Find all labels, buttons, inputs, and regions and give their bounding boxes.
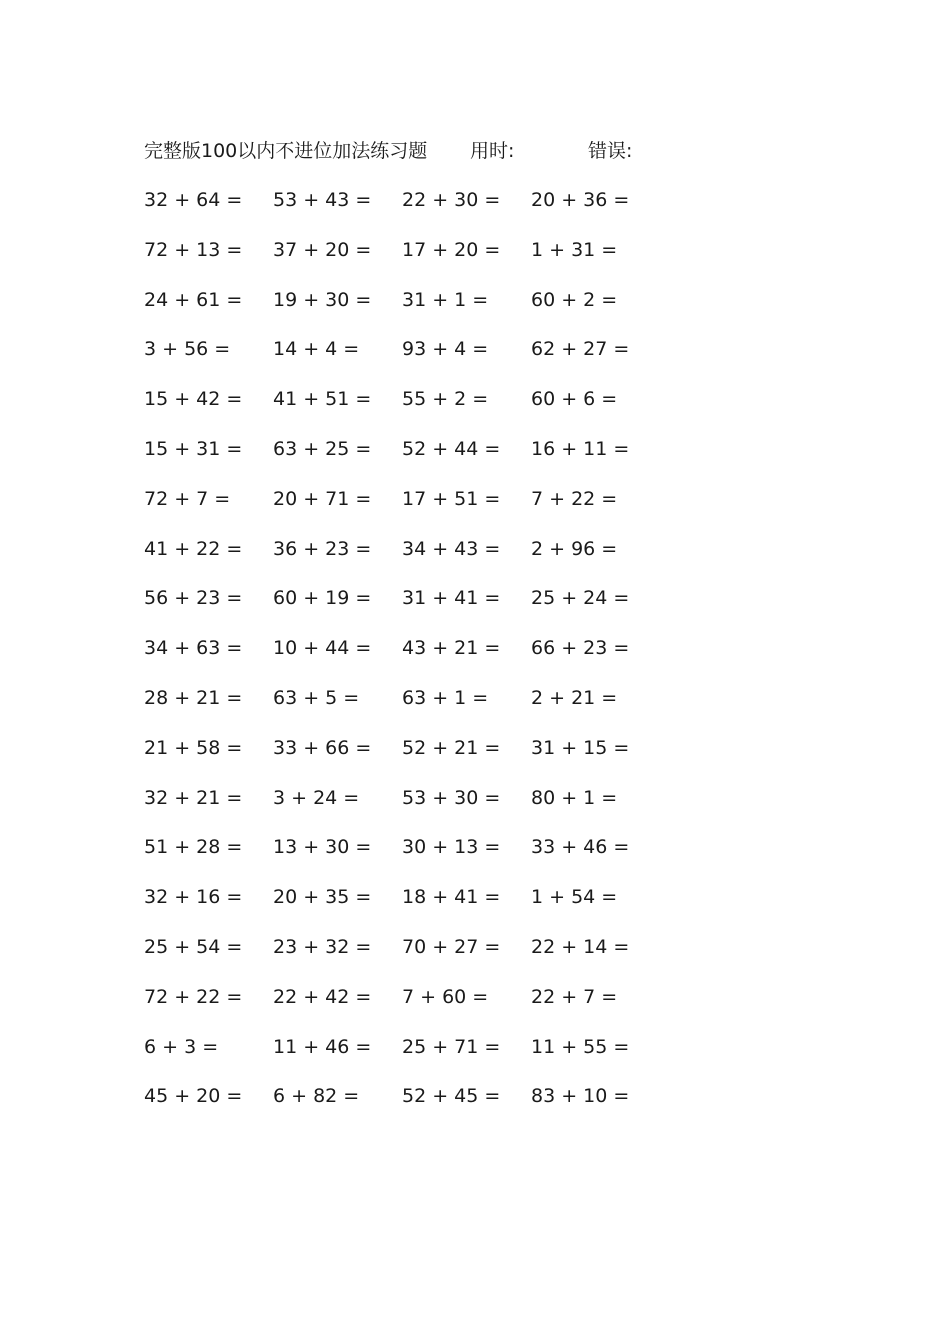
addition-problem: 41 + 22 = bbox=[144, 537, 243, 560]
addition-problem: 30 + 13 = bbox=[402, 836, 501, 859]
addition-problem: 18 + 41 = bbox=[402, 886, 501, 909]
addition-problem: 1 + 54 = bbox=[531, 886, 618, 909]
addition-problem: 72 + 22 = bbox=[144, 985, 243, 1008]
addition-problem: 15 + 31 = bbox=[144, 437, 243, 460]
addition-problem: 19 + 30 = bbox=[273, 288, 372, 311]
addition-problem: 32 + 21 = bbox=[144, 786, 243, 809]
addition-problem: 56 + 23 = bbox=[144, 587, 243, 610]
addition-problem: 60 + 6 = bbox=[531, 388, 618, 411]
addition-problem: 3 + 24 = bbox=[273, 786, 360, 809]
addition-problem: 22 + 14 = bbox=[531, 935, 630, 958]
addition-problem: 2 + 96 = bbox=[531, 537, 618, 560]
addition-problem: 63 + 5 = bbox=[273, 686, 360, 709]
addition-problem: 53 + 43 = bbox=[273, 189, 372, 211]
addition-problem: 31 + 1 = bbox=[402, 288, 489, 311]
addition-problem: 22 + 7 = bbox=[531, 985, 618, 1008]
addition-problem: 55 + 2 = bbox=[402, 388, 489, 411]
addition-problem: 52 + 21 = bbox=[402, 736, 501, 759]
addition-problem: 21 + 58 = bbox=[144, 736, 243, 759]
addition-problem: 60 + 2 = bbox=[531, 288, 618, 311]
addition-problem: 34 + 63 = bbox=[144, 637, 243, 660]
addition-problem: 20 + 71 = bbox=[273, 487, 372, 510]
addition-problem: 63 + 25 = bbox=[273, 437, 372, 460]
addition-problem: 53 + 30 = bbox=[402, 786, 501, 809]
addition-problem: 20 + 36 = bbox=[531, 189, 630, 211]
addition-problem: 22 + 30 = bbox=[402, 189, 501, 211]
addition-problem: 7 + 60 = bbox=[402, 985, 489, 1008]
addition-problem: 11 + 46 = bbox=[273, 1035, 372, 1058]
worksheet-header bbox=[144, 136, 704, 166]
addition-problem: 23 + 32 = bbox=[273, 935, 372, 958]
addition-problem: 34 + 43 = bbox=[402, 537, 501, 560]
addition-problem: 32 + 16 = bbox=[144, 886, 243, 909]
addition-problem: 25 + 24 = bbox=[531, 587, 630, 610]
addition-problem: 45 + 20 = bbox=[144, 1085, 243, 1108]
addition-problem: 22 + 42 = bbox=[273, 985, 372, 1008]
addition-problem: 31 + 41 = bbox=[402, 587, 501, 610]
addition-problem: 2 + 21 = bbox=[531, 686, 618, 709]
addition-problem: 7 + 22 = bbox=[531, 487, 618, 510]
addition-problem: 14 + 4 = bbox=[273, 338, 360, 361]
addition-problem: 51 + 28 = bbox=[144, 836, 243, 859]
addition-problem: 70 + 27 = bbox=[402, 935, 501, 958]
addition-problem: 10 + 44 = bbox=[273, 637, 372, 660]
addition-problem: 36 + 23 = bbox=[273, 537, 372, 560]
addition-problem: 15 + 42 = bbox=[144, 388, 243, 411]
addition-problem: 17 + 51 = bbox=[402, 487, 501, 510]
addition-problem: 37 + 20 = bbox=[273, 238, 372, 261]
addition-problem: 25 + 71 = bbox=[402, 1035, 501, 1058]
addition-problem: 72 + 13 = bbox=[144, 238, 243, 261]
addition-problem: 41 + 51 = bbox=[273, 388, 372, 411]
time-label: 用时: bbox=[470, 140, 515, 162]
error-label: 错误: bbox=[588, 140, 633, 162]
addition-problem: 93 + 4 = bbox=[402, 338, 489, 361]
addition-problem: 6 + 82 = bbox=[273, 1085, 360, 1108]
addition-problem: 33 + 46 = bbox=[531, 836, 630, 859]
addition-problem: 33 + 66 = bbox=[273, 736, 372, 759]
addition-problem: 24 + 61 = bbox=[144, 288, 243, 311]
addition-problem: 63 + 1 = bbox=[402, 686, 489, 709]
addition-problem: 3 + 56 = bbox=[144, 338, 231, 361]
addition-problem: 43 + 21 = bbox=[402, 637, 501, 660]
addition-problem: 52 + 45 = bbox=[402, 1085, 501, 1108]
addition-problem: 25 + 54 = bbox=[144, 935, 243, 958]
addition-problem: 6 + 3 = bbox=[144, 1035, 219, 1058]
addition-problem: 17 + 20 = bbox=[402, 238, 501, 261]
addition-problem: 11 + 55 = bbox=[531, 1035, 630, 1058]
addition-problem: 16 + 11 = bbox=[531, 437, 630, 460]
addition-problem: 83 + 10 = bbox=[531, 1085, 630, 1108]
addition-problem: 80 + 1 = bbox=[531, 786, 618, 809]
addition-problem: 72 + 7 = bbox=[144, 487, 231, 510]
addition-problem: 28 + 21 = bbox=[144, 686, 243, 709]
addition-problem: 66 + 23 = bbox=[531, 637, 630, 660]
addition-problem: 31 + 15 = bbox=[531, 736, 630, 759]
addition-problem: 62 + 27 = bbox=[531, 338, 630, 361]
worksheet-title: 完整版100以内不进位加法练习题 bbox=[144, 140, 428, 162]
addition-problem: 20 + 35 = bbox=[273, 886, 372, 909]
addition-problem: 52 + 44 = bbox=[402, 437, 501, 460]
addition-problem: 13 + 30 = bbox=[273, 836, 372, 859]
addition-problem: 1 + 31 = bbox=[531, 238, 618, 261]
addition-problem: 60 + 19 = bbox=[273, 587, 372, 610]
addition-problem: 32 + 64 = bbox=[144, 189, 243, 211]
